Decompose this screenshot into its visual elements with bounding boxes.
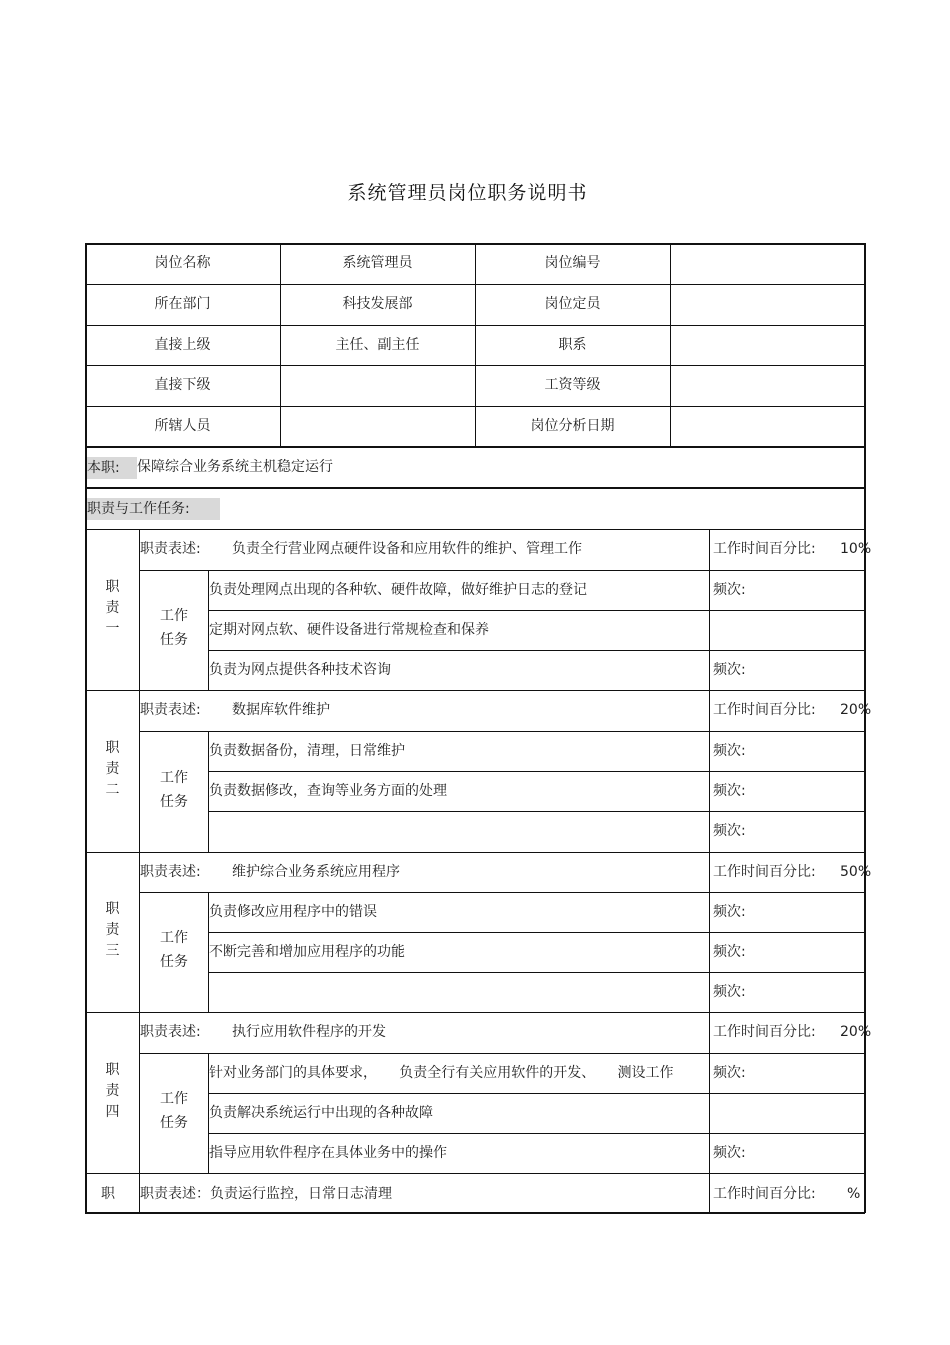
task-text: 负责数据修改，查询等业务方面的处理 (209, 783, 447, 799)
table-rule (85, 446, 865, 448)
task-label-line2: 任务 (160, 793, 188, 810)
description-text: 数据库软件维护 (232, 702, 330, 718)
task-label-line1: 工作 (160, 769, 188, 786)
info-value (670, 243, 865, 284)
task-label-line1: 工作 (160, 930, 188, 946)
description-label: 职责表述: (140, 864, 201, 880)
task-frequency: 频次: (713, 662, 746, 678)
description-label: 职责表述: (140, 702, 201, 718)
description-text: 负责全行营业网点硬件设备和应用软件的维护、管理工作 (232, 541, 582, 557)
info-value (670, 365, 865, 406)
table-rule (85, 487, 865, 489)
percent-value: 50% (840, 864, 872, 880)
page-title: 系统管理员岗位职务说明书 (347, 182, 588, 204)
task-frequency: 频次: (713, 944, 746, 960)
task-label-line2: 任务 (160, 1115, 188, 1131)
percent-value: 20% (840, 702, 872, 718)
responsibility-name-char: 责 (105, 1082, 120, 1099)
responsibility-name-char: 责 (105, 599, 120, 616)
info-value (280, 365, 475, 406)
info-value (670, 284, 865, 325)
percent-label: 工作时间百分比: (713, 1024, 816, 1040)
responsibility-name-char: 四 (105, 1103, 120, 1120)
info-label: 工资等级 (544, 377, 601, 393)
info-label: 岗位编号 (544, 255, 601, 271)
task-text: 指导应用软件程序在具体业务中的操作 (209, 1145, 447, 1161)
task-text: 定期对网点软、硬件设备进行常规检查和保养 (209, 622, 489, 638)
info-value: 科技发展部 (342, 296, 413, 312)
responsibility-name-char: 责 (105, 761, 120, 777)
task-frequency: 频次: (713, 1145, 746, 1161)
description-text: 职责表述：负责运行监控，日常日志清理 (140, 1186, 392, 1202)
responsibility-name-char: 职 (105, 578, 120, 595)
description-label: 职责表述: (140, 541, 201, 557)
responsibility-name-char: 职 (105, 1061, 120, 1078)
info-value (670, 406, 865, 446)
percent-label: 工作时间百分比: (713, 1186, 816, 1202)
info-value: 主任、副主任 (335, 337, 420, 353)
task-text: 不断完善和增加应用程序的功能 (209, 944, 405, 960)
percent-value: % (847, 1186, 861, 1202)
description-text: 执行应用软件程序的开发 (232, 1024, 386, 1040)
percent-label: 工作时间百分比: (713, 702, 816, 718)
task-label-line1: 工作 (160, 608, 188, 624)
task-text: 负责修改应用程序中的错误 (209, 904, 377, 920)
task-label-line2: 任务 (160, 954, 188, 970)
info-label: 直接下级 (154, 377, 211, 393)
task-frequency: 频次: (713, 1065, 746, 1081)
table-rule (208, 811, 865, 812)
info-label: 所在部门 (154, 296, 211, 312)
task-frequency: 频次: (713, 783, 746, 799)
percent-value: 20% (840, 1024, 872, 1040)
responsibility-name-char: 职 (105, 901, 120, 917)
table-rule (85, 1173, 865, 1174)
task-text: 负责处理网点出现的各种软、硬件故障，做好维护日志的登记 (209, 582, 587, 598)
responsibility-name-char: 二 (105, 782, 120, 798)
percent-value: 10% (840, 541, 872, 557)
task-frequency: 频次: (713, 743, 746, 759)
responsibility-name-char: 责 (105, 922, 120, 938)
info-value: 系统管理员 (342, 255, 413, 271)
responsibility-name-char: 职 (105, 740, 120, 756)
description-text: 维护综合业务系统应用程序 (232, 864, 400, 880)
percent-label: 工作时间百分比: (713, 541, 816, 557)
task-text: 负责解决系统运行中出现的各种故障 (209, 1105, 433, 1121)
task-text: 负责数据备份，清理，日常维护 (209, 743, 405, 759)
info-label: 岗位分析日期 (530, 418, 615, 434)
info-label: 职系 (558, 337, 587, 353)
task-frequency: 频次: (713, 823, 746, 839)
task-frequency: 频次: (713, 904, 746, 920)
info-label: 岗位定员 (544, 296, 601, 312)
info-value (280, 406, 475, 446)
task-frequency: 频次: (713, 582, 746, 598)
responsibility-name-char: 一 (105, 620, 120, 637)
task-text: 针对业务部门的具体要求， 负责全行有关应用软件的开发、 测设工作 (209, 1065, 674, 1081)
task-label-line1: 工作 (160, 1091, 188, 1107)
responsibility-name-char: 职 (101, 1186, 115, 1202)
info-value (670, 325, 865, 365)
info-label: 岗位名称 (154, 255, 211, 271)
percent-label: 工作时间百分比: (713, 864, 816, 880)
task-frequency: 频次: (713, 984, 746, 1000)
responsibility-name-char: 三 (105, 943, 120, 959)
table-rule (709, 1173, 710, 1213)
task-label-line2: 任务 (160, 632, 188, 648)
duty-label: 本职: (87, 457, 137, 479)
description-label: 职责表述: (140, 1024, 201, 1040)
info-label: 所辖人员 (154, 418, 211, 434)
task-text: 负责为网点提供各种技术咨询 (209, 662, 391, 678)
duty-text: 保障综合业务系统主机稳定运行 (137, 459, 333, 475)
info-label: 直接上级 (154, 337, 211, 353)
table-rule (208, 972, 865, 973)
responsibilities-header: 职责与工作任务: (87, 498, 220, 520)
